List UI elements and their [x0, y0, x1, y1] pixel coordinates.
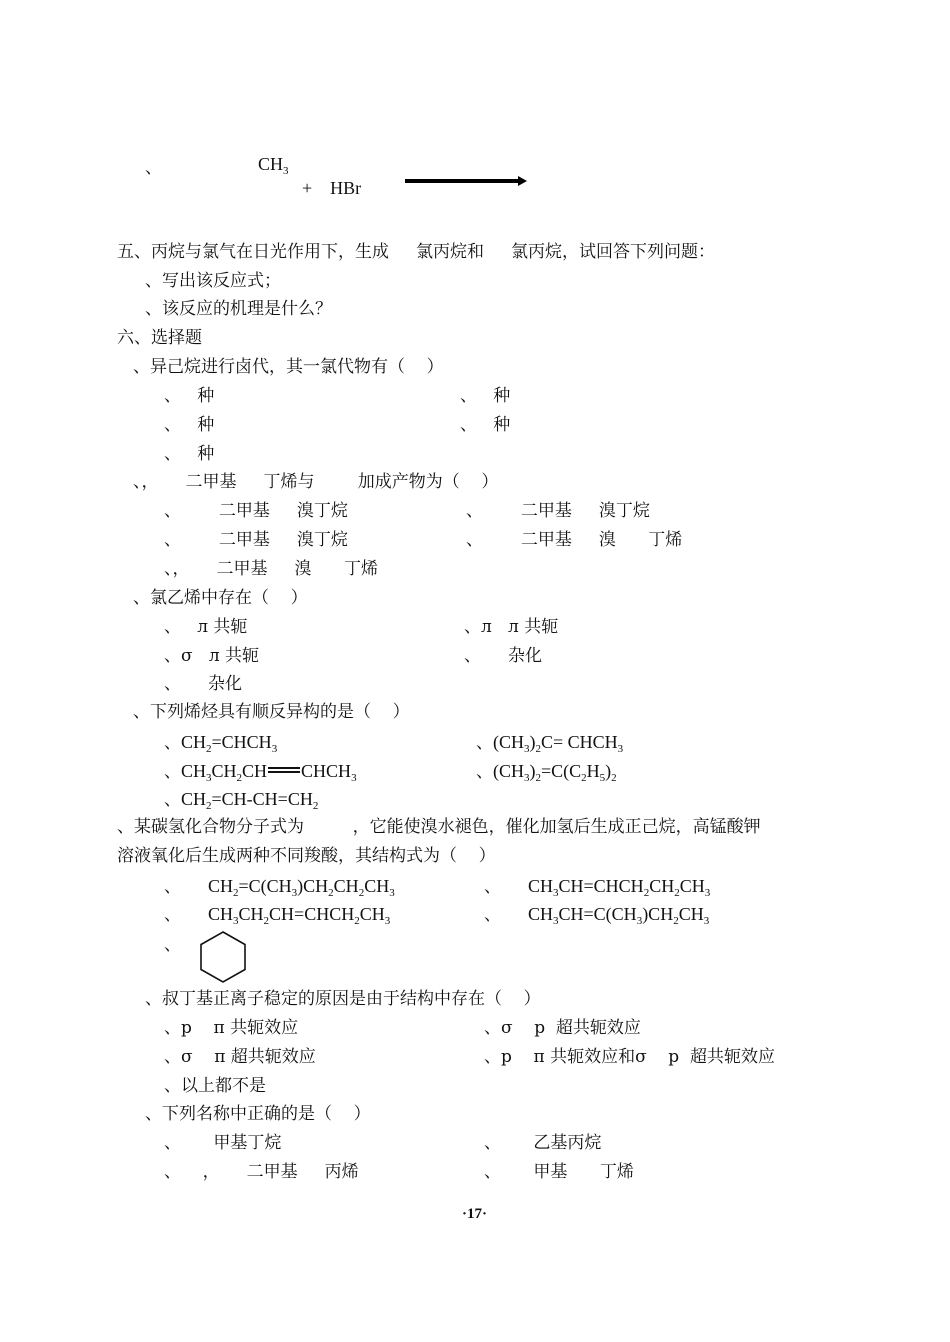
q5-option-e: 、: [164, 935, 181, 955]
cyclohexane-icon: [197, 929, 249, 985]
q6-option-d: 、p π 共轭效应和σ p 超共轭效应: [484, 1047, 775, 1067]
q3-option-a: 、 л 共轭: [164, 617, 248, 637]
q2-option-e: 、， 二甲基 溴 丁烯: [164, 559, 378, 579]
q7-option-a: 、 甲基丁烷: [164, 1133, 282, 1153]
q1-option-a: 、 种: [164, 386, 215, 406]
q5-option-b: 、 $CH_3CH=CHCH_2CH_2CH_3$: [484, 876, 711, 899]
q7-option-d: 、 甲基 丁烯: [484, 1162, 634, 1182]
q4-stem: 、下列烯烃具有顺反异构的是（ ）: [133, 702, 410, 722]
q1-option-b: 、 种: [460, 386, 511, 406]
q3-option-c: 、σ л 共轭: [164, 646, 260, 666]
ch3-subscript: 3: [283, 165, 289, 177]
q2-option-c: 、 二甲基 溴丁烷: [164, 530, 348, 550]
q7-option-c: 、 ， 二甲基 丙烯: [164, 1162, 359, 1182]
methyl-group: [258, 154, 289, 177]
section6-title: 六、选择题: [117, 328, 202, 348]
q5-stem-line1: 、某碳氢化合物分子式为 ，它能使溴水褪色，催化加氢后生成正己烷，高锰酸钾: [117, 817, 761, 837]
q7-option-b: 、 乙基丙烷: [484, 1133, 602, 1153]
q6-option-b: 、σ p 超共轭效应: [484, 1018, 641, 1038]
q4-option-d: 、$(CH_3)_2=C(C_2H_5)_2$: [476, 761, 617, 784]
q6-option-c: 、σ π 超共轭效应: [164, 1047, 316, 1067]
section5-title: 五、丙烷与氯气在日光作用下，生成 氯丙烷和 氯丙烷，试回答下列问题：: [117, 242, 716, 262]
reaction-number-mark: 、: [145, 158, 162, 178]
q3-option-d: 、 杂化: [464, 646, 543, 666]
q5-stem-line2: 溶液氧化后生成两种不同羧酸，其结构式为（ ）: [117, 846, 496, 866]
q1-option-c: 、 种: [164, 415, 215, 435]
q3-option-e: 、 杂化: [164, 674, 243, 694]
q4-option-b: 、$(CH_3)_2C=$ $CHCH_3$: [476, 732, 624, 755]
q4-option-c: 、$CH_3CH_2CH$ $CHCH_3$: [164, 761, 357, 784]
q4-option-a: 、$CH_2=CHCH_3$: [164, 732, 278, 755]
section5-q2: 、该反应的机理是什么？: [145, 299, 332, 319]
q3-option-b: 、л л 共轭: [464, 617, 559, 637]
q5-option-c: 、 $CH_3CH_2CH=CHCH_2CH_3$: [164, 904, 391, 927]
q6-stem: 、叔丁基正离子稳定的原因是由于结构中存在（ ）: [145, 989, 541, 1009]
plus-hbr: + HBr: [302, 178, 362, 198]
ch3-text: CH: [258, 154, 284, 174]
page-number: ·17·: [462, 1206, 488, 1222]
q2-option-b: 、 二甲基 溴丁烷: [466, 501, 650, 521]
q6-option-e: 、以上都不是: [164, 1076, 266, 1096]
q6-option-a: 、p π 共轭效应: [164, 1018, 299, 1038]
double-bond-icon: [268, 767, 300, 773]
q2-option-d: 、 二甲基 溴 丁烯: [466, 530, 683, 550]
reaction-arrow-icon: [405, 179, 523, 183]
q4-option-e: 、$CH_2=CH-CH=CH_2$: [164, 789, 319, 812]
q1-stem: 、异己烷进行卤代，其一氯代物有（ ）: [133, 357, 444, 377]
q7-stem: 、下列名称中正确的是（ ）: [145, 1104, 371, 1124]
q5-option-d: 、 $CH_3CH=C(CH_3)CH_2CH_3$: [484, 904, 710, 927]
q5-option-a: 、 $CH_2=C(CH_3)CH_2CH_2CH_3$: [164, 876, 395, 899]
q1-option-e: 、 种: [164, 444, 215, 464]
q1-option-d: 、 种: [460, 415, 511, 435]
q3-stem: 、氯乙烯中存在（ ）: [133, 588, 308, 608]
section5-q1: 、写出该反应式；: [145, 271, 281, 291]
q2-stem: 、， 二甲基 丁烯与 加成产物为（ ）: [133, 472, 499, 492]
q2-option-a: 、 二甲基 溴丁烷: [164, 501, 348, 521]
